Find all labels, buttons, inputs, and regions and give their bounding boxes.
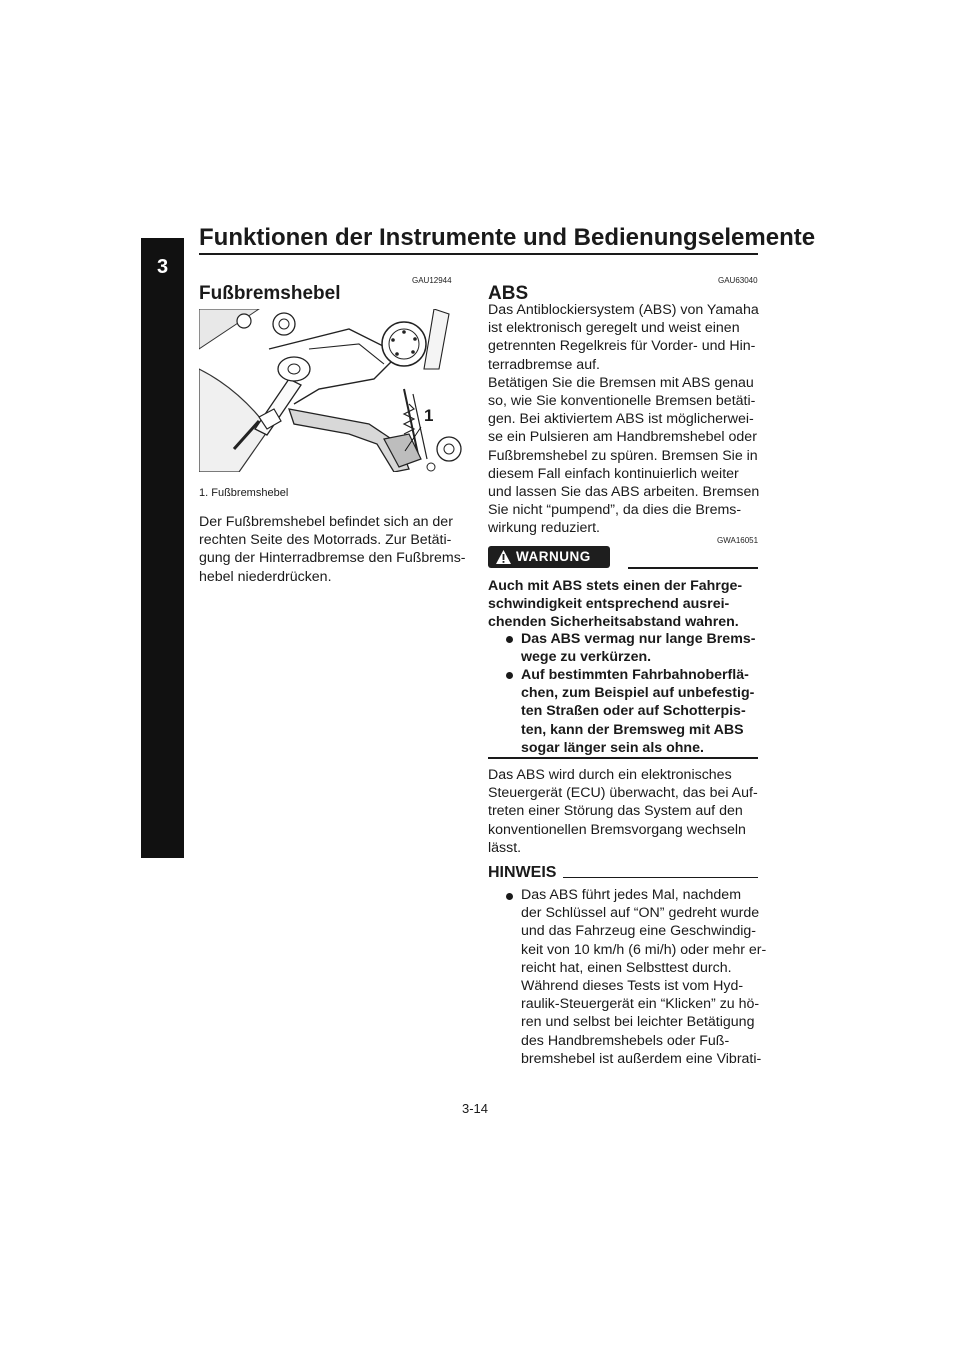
text-line: Fußbremshebel zu spüren. Bremsen Sie in xyxy=(488,447,758,464)
text-line: raulik-Steuergerät ein “Klicken” zu hö- xyxy=(521,996,760,1013)
text-line: und lassen Sie das ABS arbeiten. Bremsen xyxy=(488,484,760,501)
bullet-icon xyxy=(506,672,513,679)
section-code: GAU12944 xyxy=(412,276,452,285)
text-line: Auch mit ABS stets einen der Fahrge- xyxy=(488,578,743,594)
warning-label: WARNUNG xyxy=(516,549,591,564)
warning-lead-text xyxy=(488,577,742,632)
warning-code: GWA16051 xyxy=(717,536,759,545)
chapter-number: 3 xyxy=(156,256,169,278)
text-line: Während dieses Tests ist vom Hyd- xyxy=(521,978,744,995)
text-line: so, wie Sie konventionelle Bremsen betäti- xyxy=(488,393,756,410)
text-line: terradbremse auf. xyxy=(488,356,600,373)
text-line: getrennten Regelkreis für Vorder- und Hin- xyxy=(488,338,756,355)
header-rule xyxy=(199,253,758,255)
abs-intro-text xyxy=(488,301,759,538)
hinweis-heading: HINWEIS xyxy=(488,864,557,881)
text-line: chen, zum Beispiel auf unbefestig- xyxy=(521,685,755,702)
warning-badge xyxy=(488,546,610,568)
page-title: Funktionen der Instrumente und Bedienungselemente xyxy=(199,224,816,251)
text-line: keit von 10 km/h (6 mi/h) oder mehr er- xyxy=(521,941,767,958)
left-body-text xyxy=(199,513,466,586)
text-line: bremshebel ist außerdem eine Vibrati- xyxy=(521,1050,762,1067)
text-line: gung der Hinterradbremse den Fußbrems- xyxy=(199,550,466,567)
text-line: rechten Seite des Motorrads. Zur Betäti- xyxy=(199,532,452,549)
text-line: wege zu verkürzen. xyxy=(521,649,652,666)
section-code: GAU63040 xyxy=(718,276,758,285)
text-line: schwindigkeit entsprechend ausrei- xyxy=(488,596,730,613)
hinweis-text xyxy=(521,886,766,1068)
text-line: Das ABS wird durch ein elektronisches xyxy=(488,767,732,783)
text-line: reicht hat, einen Selbsttest durch. xyxy=(521,959,732,976)
text-line: ten Straßen oder auf Schotterpis- xyxy=(521,703,746,720)
text-line: Sie nicht “pumpend”, da dies die Brems- xyxy=(488,502,742,519)
warning-bullet-2 xyxy=(521,666,754,757)
warning-header xyxy=(488,546,758,570)
figure-caption: 1. Fußbremshebel xyxy=(199,487,289,499)
text-line: diesem Fall einfach kontinuierlich weiter xyxy=(488,465,739,482)
text-line: Betätigen Sie die Bremsen mit ABS genau xyxy=(488,374,754,391)
warning-rule xyxy=(628,567,758,569)
text-line: wirkung reduziert. xyxy=(488,520,600,537)
chapter-tab xyxy=(141,238,184,858)
text-line: Der Fußbremshebel befindet sich an der xyxy=(199,514,453,530)
warning-bottom-rule xyxy=(488,757,758,759)
abs-ecu-text xyxy=(488,766,758,857)
section-heading: Fußbremshebel xyxy=(199,283,341,304)
text-line: gen. Bei aktiviertem ABS ist möglicherwei- xyxy=(488,411,754,428)
text-line: ist elektronisch geregelt und weist einen xyxy=(488,320,740,337)
callout-number: 1 xyxy=(424,406,434,425)
brake-pedal-illustration xyxy=(199,309,463,472)
brake-pedal-drawing xyxy=(199,309,463,472)
text-line: Das ABS führt jedes Mal, nachdem xyxy=(521,887,742,903)
section-heading: ABS xyxy=(488,283,529,304)
text-line: Auf bestimmten Fahrbahnoberflä- xyxy=(521,667,749,683)
text-line: se ein Pulsieren am Handbremshebel oder xyxy=(488,429,757,446)
page-number: 3-14 xyxy=(462,1101,489,1116)
hinweis-rule xyxy=(563,877,758,878)
text-line: ren und selbst bei leichter Betätigung xyxy=(521,1014,755,1031)
warning-bullet-1 xyxy=(521,630,755,666)
text-line: konventionellen Bremsvorgang wechseln xyxy=(488,821,746,838)
text-line: des Handbremshebels oder Fuß- xyxy=(521,1032,730,1049)
text-line: chenden Sicherheitsabstand wahren. xyxy=(488,614,739,631)
text-line: Das Antiblockiersystem (ABS) von Yamaha xyxy=(488,302,759,318)
text-line: treten einer Störung das System auf den xyxy=(488,803,743,820)
bullet-icon xyxy=(506,893,513,900)
text-line: hebel niederdrücken. xyxy=(199,568,332,585)
text-line: Das ABS vermag nur lange Brems- xyxy=(521,631,756,647)
text-line: der Schlüssel auf “ON” gedreht wurde xyxy=(521,905,760,922)
text-line: lässt. xyxy=(488,839,522,856)
text-line: sogar länger sein als ohne. xyxy=(521,739,704,756)
bullet-icon xyxy=(506,636,513,643)
text-line: Steuergerät (ECU) überwacht, das bei Auf- xyxy=(488,785,758,802)
warning-triangle-icon xyxy=(495,549,512,565)
text-line: und das Fahrzeug eine Geschwindig- xyxy=(521,923,757,940)
text-line: ten, kann der Bremsweg mit ABS xyxy=(521,721,744,738)
